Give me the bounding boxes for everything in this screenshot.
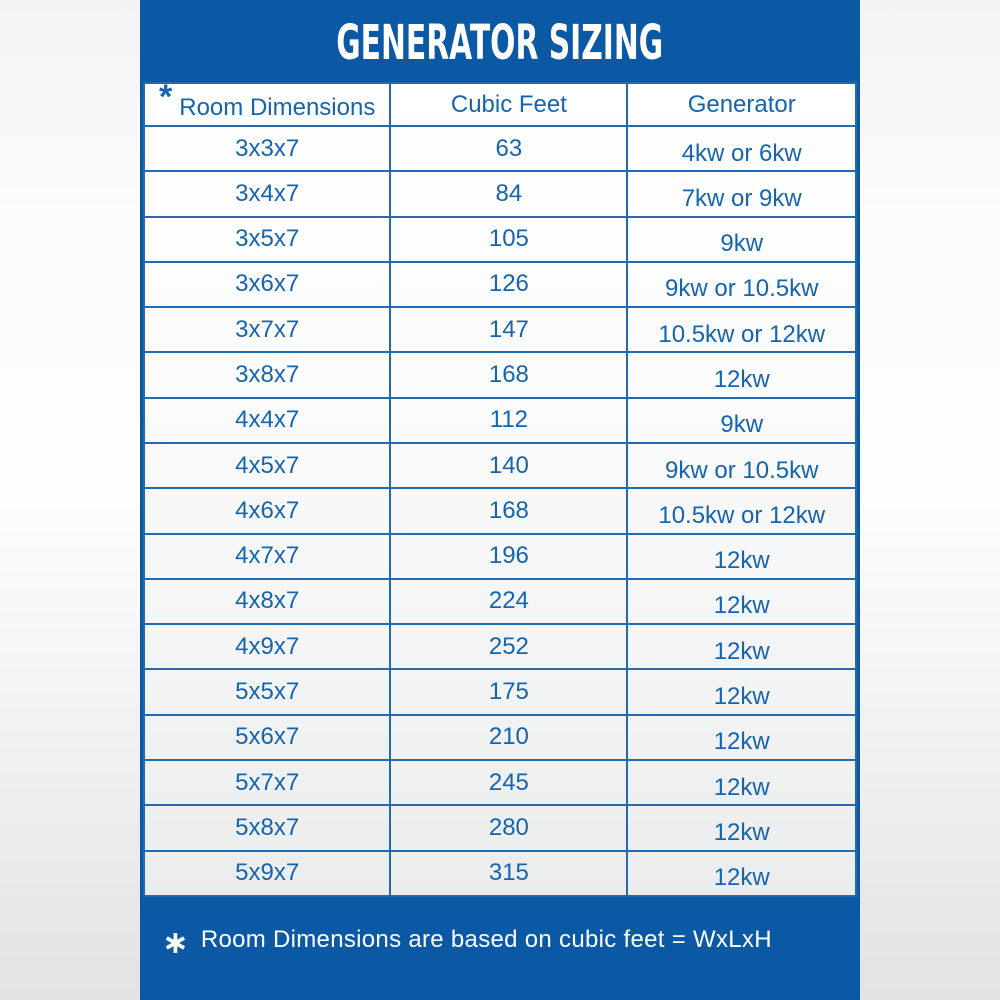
col-header-generator-label: Generator xyxy=(687,90,796,118)
col-header-generator xyxy=(627,83,856,126)
table-row xyxy=(144,398,856,443)
room-dimensions-cell: 5x9x7 xyxy=(144,851,390,897)
cubic-feet-cell: 140 xyxy=(390,443,627,488)
col-header-room-dimensions-label: Room Dimensions xyxy=(179,94,376,121)
cubic-feet-cell: 84 xyxy=(390,171,627,216)
table-row xyxy=(144,126,856,171)
generator-cell: 12kw xyxy=(627,805,856,850)
room-dimensions-cell: 5x7x7 xyxy=(144,760,390,805)
room-dimensions-cell: 5x5x7 xyxy=(144,669,390,714)
room-dimensions-cell: 3x5x7 xyxy=(144,217,390,262)
sizing-table xyxy=(143,78,857,897)
cubic-feet-cell: 210 xyxy=(390,715,627,760)
cubic-feet-cell: 224 xyxy=(390,579,627,624)
cubic-feet-cell: 168 xyxy=(390,352,627,397)
cubic-feet-cell: 126 xyxy=(390,262,627,307)
table-row xyxy=(144,851,856,897)
cubic-feet-cell: 112 xyxy=(390,398,627,443)
footnote-text: Room Dimensions are based on cubic feet = WxLxH xyxy=(200,925,772,953)
cubic-feet-cell: 196 xyxy=(390,534,627,579)
table-header-row xyxy=(144,83,856,126)
table-row xyxy=(144,171,856,216)
footnote-asterisk: ∗ xyxy=(162,923,189,960)
table-row xyxy=(144,488,856,533)
table-row xyxy=(144,262,856,307)
generator-cell: 9kw or 10.5kw xyxy=(627,443,856,488)
table-row xyxy=(144,443,856,488)
page-title: GENERATOR SIZING xyxy=(336,15,664,71)
generator-cell: 4kw or 6kw xyxy=(627,126,856,171)
generator-cell: 12kw xyxy=(627,715,856,760)
table-row xyxy=(144,307,856,352)
table-row xyxy=(144,624,856,669)
sizing-table-area xyxy=(143,78,857,897)
room-dimensions-cell: 4x9x7 xyxy=(144,624,390,669)
generator-cell: 12kw xyxy=(627,669,856,714)
generator-cell: 7kw or 9kw xyxy=(627,171,856,216)
col-header-cubic-feet xyxy=(390,83,627,126)
cubic-feet-cell: 168 xyxy=(390,488,627,533)
generator-cell: 12kw xyxy=(627,624,856,669)
generator-cell: 9kw xyxy=(627,398,856,443)
table-row xyxy=(144,217,856,262)
generator-cell: 12kw xyxy=(627,352,856,397)
cubic-feet-cell: 147 xyxy=(390,307,627,352)
room-dimensions-cell: 4x7x7 xyxy=(144,534,390,579)
generator-cell: 10.5kw or 12kw xyxy=(627,307,856,352)
footnote-band xyxy=(140,897,860,1000)
room-dimensions-cell: 4x8x7 xyxy=(144,579,390,624)
room-dimensions-cell: 3x8x7 xyxy=(144,352,390,397)
room-dimensions-cell: 5x8x7 xyxy=(144,805,390,850)
room-dimensions-cell: 4x5x7 xyxy=(144,443,390,488)
col-header-cubic-feet-label: Cubic Feet xyxy=(450,90,567,118)
generator-cell: 9kw xyxy=(627,217,856,262)
table-row xyxy=(144,760,856,805)
table-row xyxy=(144,715,856,760)
generator-cell: 12kw xyxy=(627,760,856,805)
room-dimensions-asterisk: * xyxy=(159,78,173,116)
table-row xyxy=(144,805,856,850)
room-dimensions-cell: 5x6x7 xyxy=(144,715,390,760)
room-dimensions-cell: 3x4x7 xyxy=(144,171,390,216)
table-row xyxy=(144,352,856,397)
room-dimensions-cell: 3x7x7 xyxy=(144,307,390,352)
cubic-feet-cell: 315 xyxy=(390,851,627,897)
room-dimensions-cell: 3x6x7 xyxy=(144,262,390,307)
table-row xyxy=(144,579,856,624)
table-row xyxy=(144,669,856,714)
generator-cell: 12kw xyxy=(627,851,856,897)
generator-cell: 12kw xyxy=(627,534,856,579)
cubic-feet-cell: 280 xyxy=(390,805,627,850)
generator-cell: 12kw xyxy=(627,579,856,624)
room-dimensions-cell: 4x4x7 xyxy=(144,398,390,443)
generator-cell: 10.5kw or 12kw xyxy=(627,488,856,533)
cubic-feet-cell: 245 xyxy=(390,760,627,805)
cubic-feet-cell: 105 xyxy=(390,217,627,262)
generator-sizing-card xyxy=(140,0,860,1000)
title-band xyxy=(140,0,860,82)
cubic-feet-cell: 175 xyxy=(390,669,627,714)
table-row xyxy=(144,534,856,579)
cubic-feet-cell: 63 xyxy=(390,126,627,171)
cubic-feet-cell: 252 xyxy=(390,624,627,669)
room-dimensions-cell: 4x6x7 xyxy=(144,488,390,533)
generator-cell: 9kw or 10.5kw xyxy=(627,262,856,307)
room-dimensions-cell: 3x3x7 xyxy=(144,126,390,171)
col-header-room-dimensions xyxy=(144,78,390,126)
